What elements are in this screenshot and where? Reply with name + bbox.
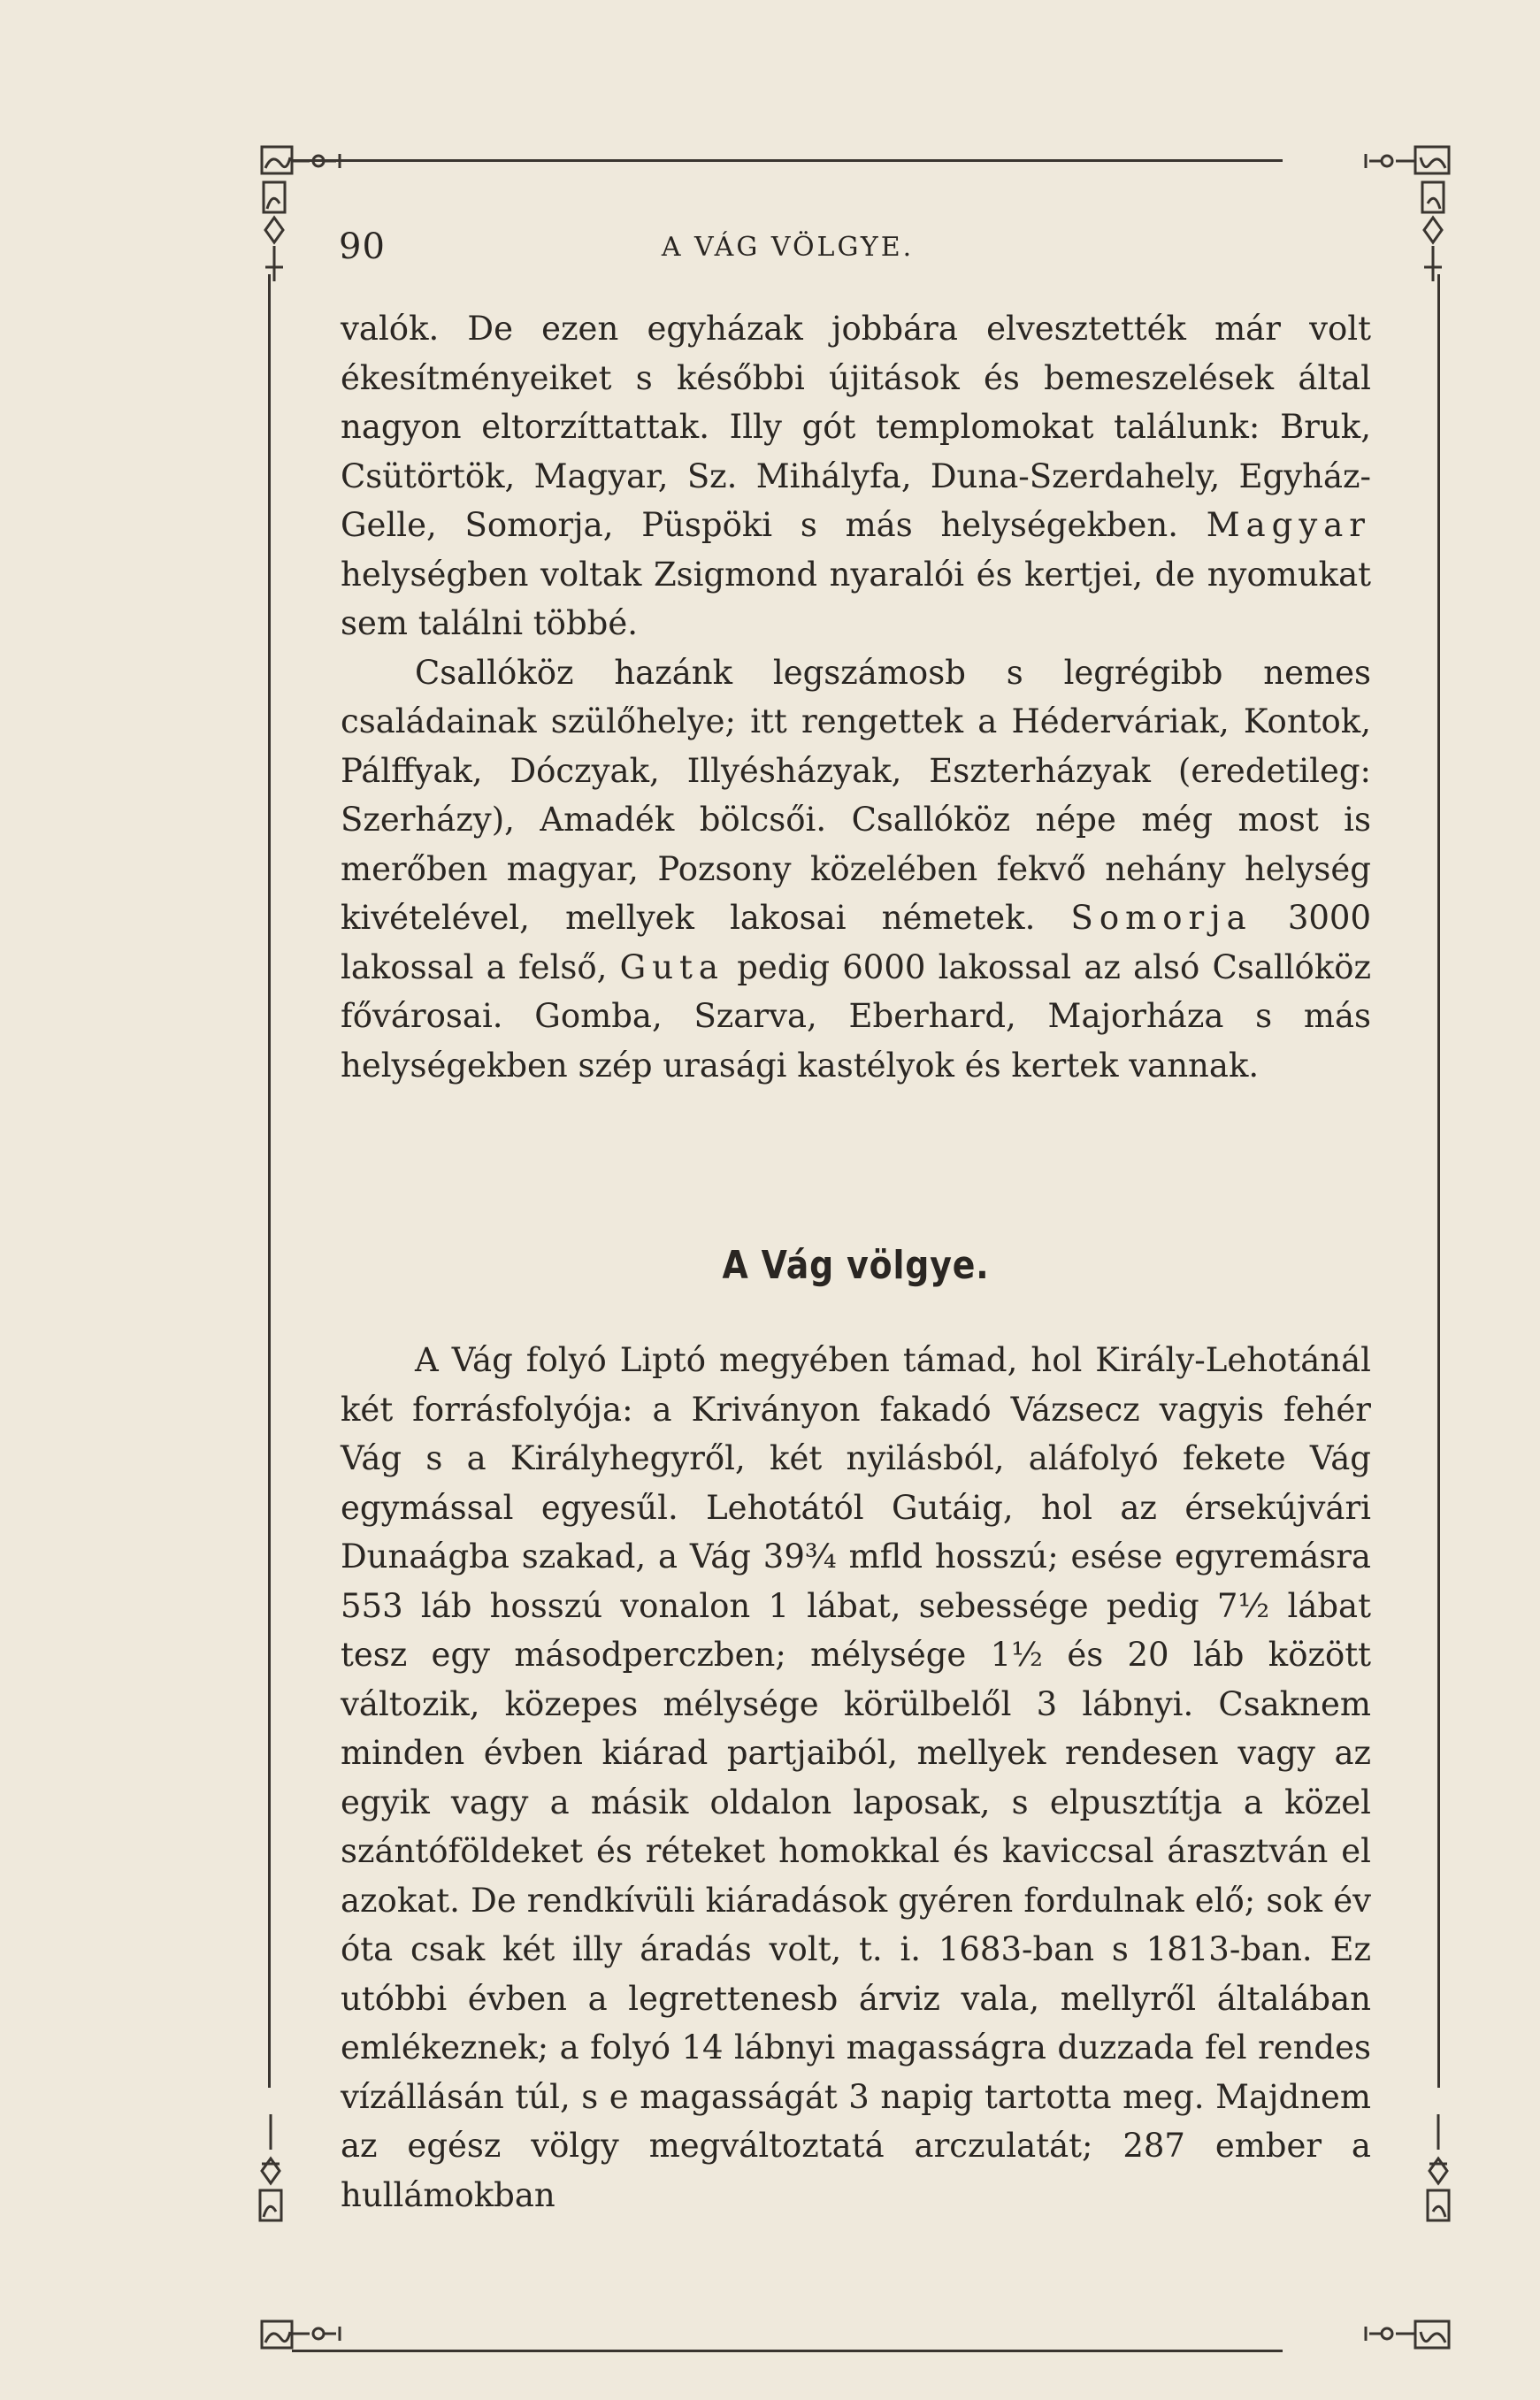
- paragraph: A Vág folyó Liptó megyében támad, hol Király-Lehotánál két forrásfolyója: a Kriványon fakadó Vázsecz vagyis fehér Vág s a Királyhegyről, két nyilásból, aláfolyó fekete Vág egymással egyesűl. Lehotától Gutáig, hol az érsekújvári Dunaágba szakad, a Vág 39¾ mfld hosszú; esése egyremásra 553 láb hosszú vonalon 1 lábat, sebessége pedig 7½ lábat tesz egy másodperczben; mélysége 1½ és 20 láb között változik, közepes mélysége körülbelől 3 lábnyi. Csaknem minden évben kiárad partjaiból, mellyek rendesen vagy az egyik vagy a másik oldalon laposak, s elpusztítja a közel szántóföldeket és réteket homokkal és kaviccsal árasztván el azokat. De rendkívüli kiáradások gyéren fordulnak elő; sok év óta csak két illy áradás volt, t. i. 1683-ban s 1813-ban. Ez utóbbi évben a legrettenesb árviz vala, mellyről általában emlékeznek; a folyó 14 lábnyi magasságra duzzada fel rendes vízállásán túl, s e magasságát 3 napig tartotta meg. Majdnem az egész völgy megváltoztatá arczulatát; 287 ember a hullámokban: [341, 1341, 1371, 2214]
- spaced-emphasis: Somorja: [1070, 899, 1253, 937]
- frame-top-rule: [292, 159, 1283, 162]
- frame-right-rule: [1437, 274, 1440, 2088]
- running-head: [0, 221, 1540, 274]
- section-heading: A Vág völgye.: [722, 1243, 990, 1288]
- text-block-after-heading: [341, 1336, 1371, 2220]
- page-number: 90: [339, 226, 386, 267]
- frame-bottom-rule: [292, 2350, 1283, 2352]
- spaced-emphasis: Magyar: [1206, 506, 1371, 544]
- spaced-emphasis: Guta: [619, 947, 724, 986]
- running-title: A VÁG VÖLGYE.: [661, 232, 915, 263]
- text-block-before-heading: [341, 304, 1371, 1090]
- frame-left-rule: [268, 274, 271, 2088]
- paragraph: valók. De ezen egyházak jobbára elvesztették már volt ékesítményeiket s későbbi újitások és bemeszelések által nagyon eltorzíttattak. Illy gót templomokat találunk: Bruk, Csütörtök, Magyar, Sz. Mihályfa, Duna-Szerdahely, Egyház-Gelle, Somorja, Püspöki s más helységekben. Magyar helységben voltak Zsigmond nyaralói és kertjei, de nyomukat sem találni többé.: [341, 310, 1371, 642]
- paragraph: Csallóköz hazánk legszámosb s legrégibb nemes családainak szülőhelye; itt rengettek a Héderváriak, Kontok, Pálffyak, Dóczyak, Illyésházyak, Eszterházyak (eredetileg: Szerházy), Amadék bölcsői. Csallóköz népe még most is merőben magyar, Pozsony közelében fekvő nehány helység kivételével, mellyek lakosai németek. Somorja 3000 lakossal a felső, Guta pedig 6000 lakossal az alsó Csallóköz fővárosai. Gomba, Szarva, Eberhard, Majorháza s más helységekben szép urasági kastélyok és kertek vannak.: [341, 653, 1372, 1085]
